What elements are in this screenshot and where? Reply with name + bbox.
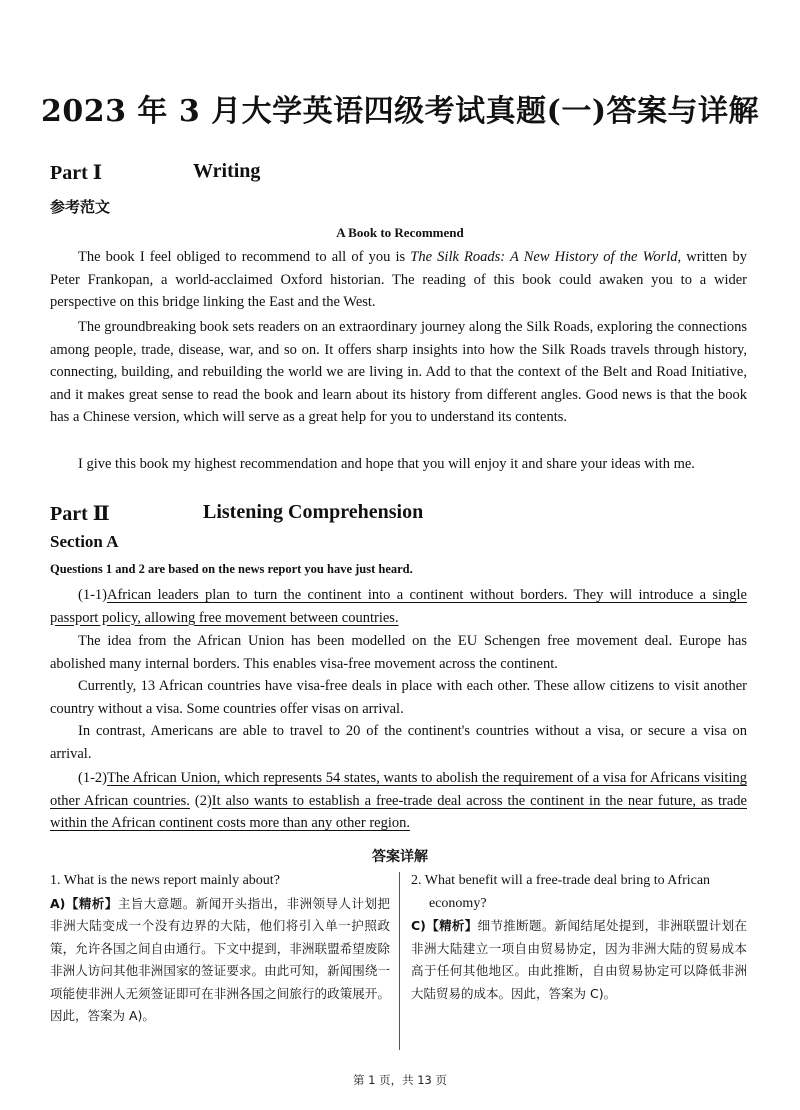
- answer-column-1: [50, 870, 390, 1028]
- transcript-key-sentence-3: It also wants to establish a free-trade deal across the continent in the near future, as trade within the African continent costs more than any other region.: [50, 792, 747, 831]
- transcript-key-sentence-1: African leaders plan to turn the continent into a continent without borders. They will introduce a single passport policy, allowing free movement between countries.: [50, 587, 747, 626]
- answer-2-explanation: [411, 915, 747, 1005]
- transcript-paragraph-1: [50, 584, 747, 629]
- document-title: 2023 年 3 月大学英语四级考试真题(一)答案与详解: [40, 94, 760, 129]
- answer-column-2: [411, 870, 747, 1005]
- part2-label: Part Ⅱ: [50, 503, 110, 525]
- transcript-paragraph-5: [50, 767, 747, 835]
- answer-1-explanation: [50, 893, 390, 1028]
- answer-1-text: 主旨大意题。新闻开头指出，非洲领导人计划把非洲大陆变成一个没有边界的大陆，他们将引入单一护照政策，允许各国之间自由通行。下文中提到，非洲联盟希望废除非洲人访问其他非洲国家的签证要求。由此可知，新闻围绕一项能使非洲人无须签证即可在非洲各国之间旅行的政策展开。因此，答案为 A)。: [50, 895, 390, 1023]
- answers-header: 答案详解: [372, 849, 428, 865]
- column-divider: [399, 872, 400, 1050]
- transcript-mark-1-2: (1-2): [78, 770, 107, 786]
- essay-paragraph-1: [50, 246, 747, 314]
- essay-paragraph-1-start: The book I feel obliged to recommend to all of you is: [78, 249, 411, 265]
- transcript-mark-2: (2): [189, 792, 212, 809]
- essay-paragraph-3: I give this book my highest recommendation and hope that you will enjoy it and share your ideas with me.: [78, 456, 695, 472]
- transcript-key-sentence-2: The African Union, which represents 54 states, wants to abolish the requirement of a visa for Africans visiting other African countries.: [50, 770, 747, 809]
- section-a-heading: Section A: [50, 532, 119, 551]
- transcript-paragraph-2: The idea from the African Union has been modelled on the EU Schengen free movement deal. Europe has abolished many internal borders. This enables visa-free movement across the continent.: [50, 633, 747, 672]
- essay-paragraph-1-end: , written by Peter Frankopan, a world-acclaimed Oxford historian. The reading of this book could awaken you to a wider perspective on this bridge linking the East and the West.: [50, 249, 747, 310]
- answer-2-letter: C): [411, 918, 426, 933]
- essay-title: A Book to Recommend: [336, 225, 464, 240]
- transcript-paragraph-3: Currently, 13 African countries have visa-free deals in place with each other. These allow citizens to visit another country without a visa. Some countries offer visas on arrival.: [50, 678, 747, 717]
- part1-label: Part Ⅰ: [50, 162, 103, 184]
- answer-1-tag: 【精析】: [65, 895, 118, 911]
- book-title: The Silk Roads: A New History of the World: [410, 249, 678, 265]
- sample-essay-label: 参考范文: [50, 198, 111, 216]
- transcript-paragraph-4: In contrast, Americans are able to travel to 20 of the continent's countries without a visa, or secure a visa on arrival.: [50, 723, 747, 762]
- transcript-mark-1-1: (1-1): [78, 587, 107, 603]
- answer-1-letter: A): [50, 895, 66, 911]
- part2-name: Listening Comprehension: [203, 501, 424, 523]
- essay-paragraph-2: The groundbreaking book sets readers on an extraordinary journey along the Silk Roads, exploring the connections among people, trade, disease, war, and so on. It offers sharp insights into how the Silk Roads travels through history, connecting, building, and rebuilding the world we are living in. Add to that the context of the Belt and Road Initiative, and it makes great sense to read the book and learn about its history from different angles. Good news is that the book has a Chinese version, which will serve as a great help for you to understand its contents.: [50, 319, 747, 425]
- question-2: 2. What benefit will a free-trade deal bring to African economy?: [411, 873, 711, 911]
- part1-name: Writing: [193, 160, 261, 182]
- page-footer: 第 1 页，共 13 页: [352, 1073, 448, 1087]
- questions-instruction: Questions 1 and 2 are based on the news report you have just heard.: [50, 562, 413, 576]
- answer-2-tag: 【精析】: [425, 918, 478, 933]
- answer-2-text: 细节推断题。新闻结尾处提到，非洲联盟计划在非洲大陆建立一项自由贸易协定，因为非洲大陆的贸易成本高于任何其他地区。由此推断，自由贸易协定可以降低非洲大陆贸易的成本。因此，答案为 C)。: [411, 918, 747, 1001]
- question-1: 1. What is the news report mainly about?: [50, 873, 280, 888]
